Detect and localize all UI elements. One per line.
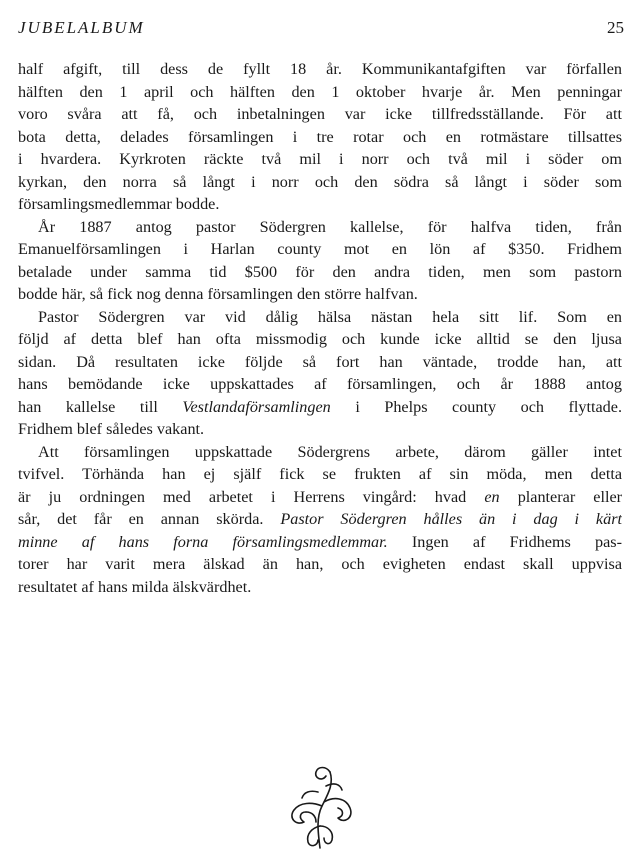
text-line — [18, 531, 622, 554]
text-segment: i Phelps county och flyttade. — [355, 397, 622, 416]
text-segment: planterar eller — [517, 487, 622, 506]
text-line: bodde här, så fick nog denna församlingen den större halfvan. — [18, 285, 418, 303]
text-line: följd af detta blef han ofta missmodig och kunde icke alltid se den ljusa — [18, 330, 622, 348]
text-line: bota detta, delades församlingen i tre rotar och en rotmästare tillsattes — [18, 127, 622, 146]
text-line: betalade under samma tid $500 för den andra tiden, men som pastorn — [18, 262, 622, 281]
text-line: församlingsmedlemmar bodde. — [18, 195, 220, 213]
text-line — [18, 396, 622, 419]
text-line: voro svåra att få, och inbetalningen var icke tillfredsställande. För att — [18, 105, 622, 123]
text-line: År 1887 antog pastor Södergren kallelse, för halfva tiden, från — [38, 217, 622, 236]
text-line: Att församlingen uppskattade Södergrens arbete, därom gäller intet — [38, 442, 622, 461]
body-text — [18, 58, 622, 598]
text-line: hans bemödande icke uppskattades af församlingen, och år 1888 antog — [18, 375, 622, 393]
text-line — [18, 486, 622, 509]
text-line: i hvardera. Kyrkroten räckte två mil i norr och två mil i söder om — [18, 150, 622, 168]
text-line: kyrkan, den norra så långt i norr och den södra så långt i söder som — [18, 172, 622, 191]
text-line: half afgift, till dess de fyllt 18 år. Kommunikantafgiften var förfallen — [18, 60, 622, 78]
text-line: hälften den 1 april och hälften den 1 oktober hvarje år. Men penningar — [18, 82, 622, 101]
text-segment: sår, det får en annan skörda. — [18, 510, 264, 528]
text-line: Fridhem blef således vakant. — [18, 420, 205, 438]
text-line — [18, 508, 622, 531]
italic-text: Pastor Södergren hålles än i dag i kärt — [280, 510, 622, 528]
text-segment: är ju ordningen med arbetet i Herrens vingård: hvad — [18, 487, 467, 506]
text-segment: Ingen af Fridhems pas- — [411, 532, 622, 551]
floral-vine-ornament-icon — [282, 762, 358, 852]
running-head — [18, 18, 624, 40]
text-line: Pastor Södergren var vid dålig hälsa nästan hela sitt lif. Som en — [38, 307, 622, 326]
text-segment: han kallelse till — [18, 397, 158, 416]
italic-text: minne af hans forna församlingsmedlemmar. — [18, 532, 388, 551]
page-number: 25 — [607, 18, 624, 37]
running-title: JUBELALBUM — [18, 18, 145, 37]
text-line: Emanuelförsamlingen i Harlan county mot en lön af $350. Fridhem — [18, 240, 622, 258]
italic-text: Vestlandaförsamlingen — [182, 397, 331, 416]
italic-text: en — [484, 487, 500, 506]
text-line: sidan. Då resultaten icke följde så fort han väntade, trodde han, att — [18, 352, 622, 371]
text-line: tvifvel. Törhända han ej själf fick se frukten af sin möda, men detta — [18, 465, 622, 483]
text-line: torer har varit mera älskad än han, och evigheten endast skall uppvisa — [18, 555, 622, 573]
text-line: resultatet af hans milda älskvärdhet. — [18, 577, 252, 596]
